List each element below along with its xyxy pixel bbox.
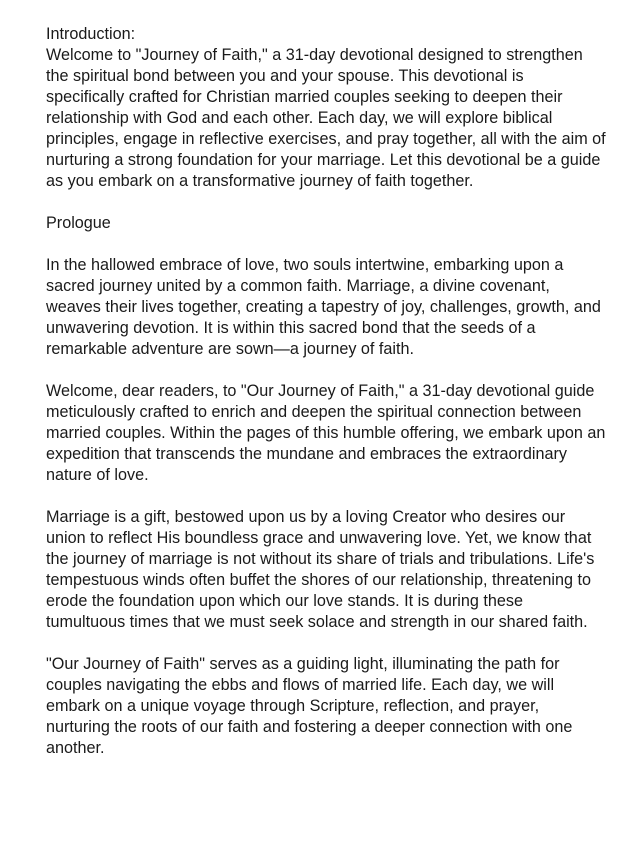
prologue-paragraph: In the hallowed embrace of love, two souls intertwine, embarking upon a sacred journey united by a common faith. Marriage, a divine covenant, weaves their lives together, creating a tapestry of joy, challenges, growth, and unwavering devotion. It is within this sacred bond that the seeds of a remarkable adventure are sown—a journey of faith.: [46, 256, 601, 358]
prologue-paragraph: "Our Journey of Faith" serves as a guiding light, illuminating the path for couples navigating the ebbs and flows of married life. Each day, we will embark on a unique voyage through Scripture, reflection, and prayer, nurturing the roots of our faith and fostering a deeper connection with one another.: [46, 655, 573, 757]
introduction-section: [46, 24, 606, 192]
prologue-paragraph-2-block: [46, 381, 606, 486]
prologue-heading: Prologue: [46, 214, 111, 232]
prologue-paragraph-3-block: [46, 507, 606, 633]
prologue-paragraph: Welcome, dear readers, to "Our Journey of Faith," a 31-day devotional guide meticulously crafted to enrich and deepen the spiritual connection between married couples. Within the pages of this humble offering, we embark upon an expedition that transcends the mundane and embraces the extraordinary nature of love.: [46, 382, 606, 484]
prologue-paragraph-4-block: [46, 654, 606, 759]
document-page: [46, 24, 606, 780]
introduction-heading: Introduction:: [46, 25, 136, 43]
prologue-heading-block: [46, 213, 606, 234]
prologue-paragraph-1-block: [46, 255, 606, 360]
introduction-paragraph: Welcome to "Journey of Faith," a 31-day devotional designed to strengthen the spiritual bond between you and your spouse. This devotional is specifically crafted for Christian married couples seeking to deepen their relationship with God and each other. Each day, we will explore biblical principles, engage in reflective exercises, and pray together, all with the aim of nurturing a strong foundation for your marriage. Let this devotional be a guide as you embark on a transformative journey of faith together.: [46, 46, 606, 190]
prologue-paragraph: Marriage is a gift, bestowed upon us by a loving Creator who desires our union to reflect His boundless grace and unwavering love. Yet, we know that the journey of marriage is not without its share of trials and tribulations. Life's tempestuous winds often buffet the shores of our relationship, threatening to erode the foundation upon which our love stands. It is during these tumultuous times that we must seek solace and strength in our shared faith.: [46, 508, 595, 631]
